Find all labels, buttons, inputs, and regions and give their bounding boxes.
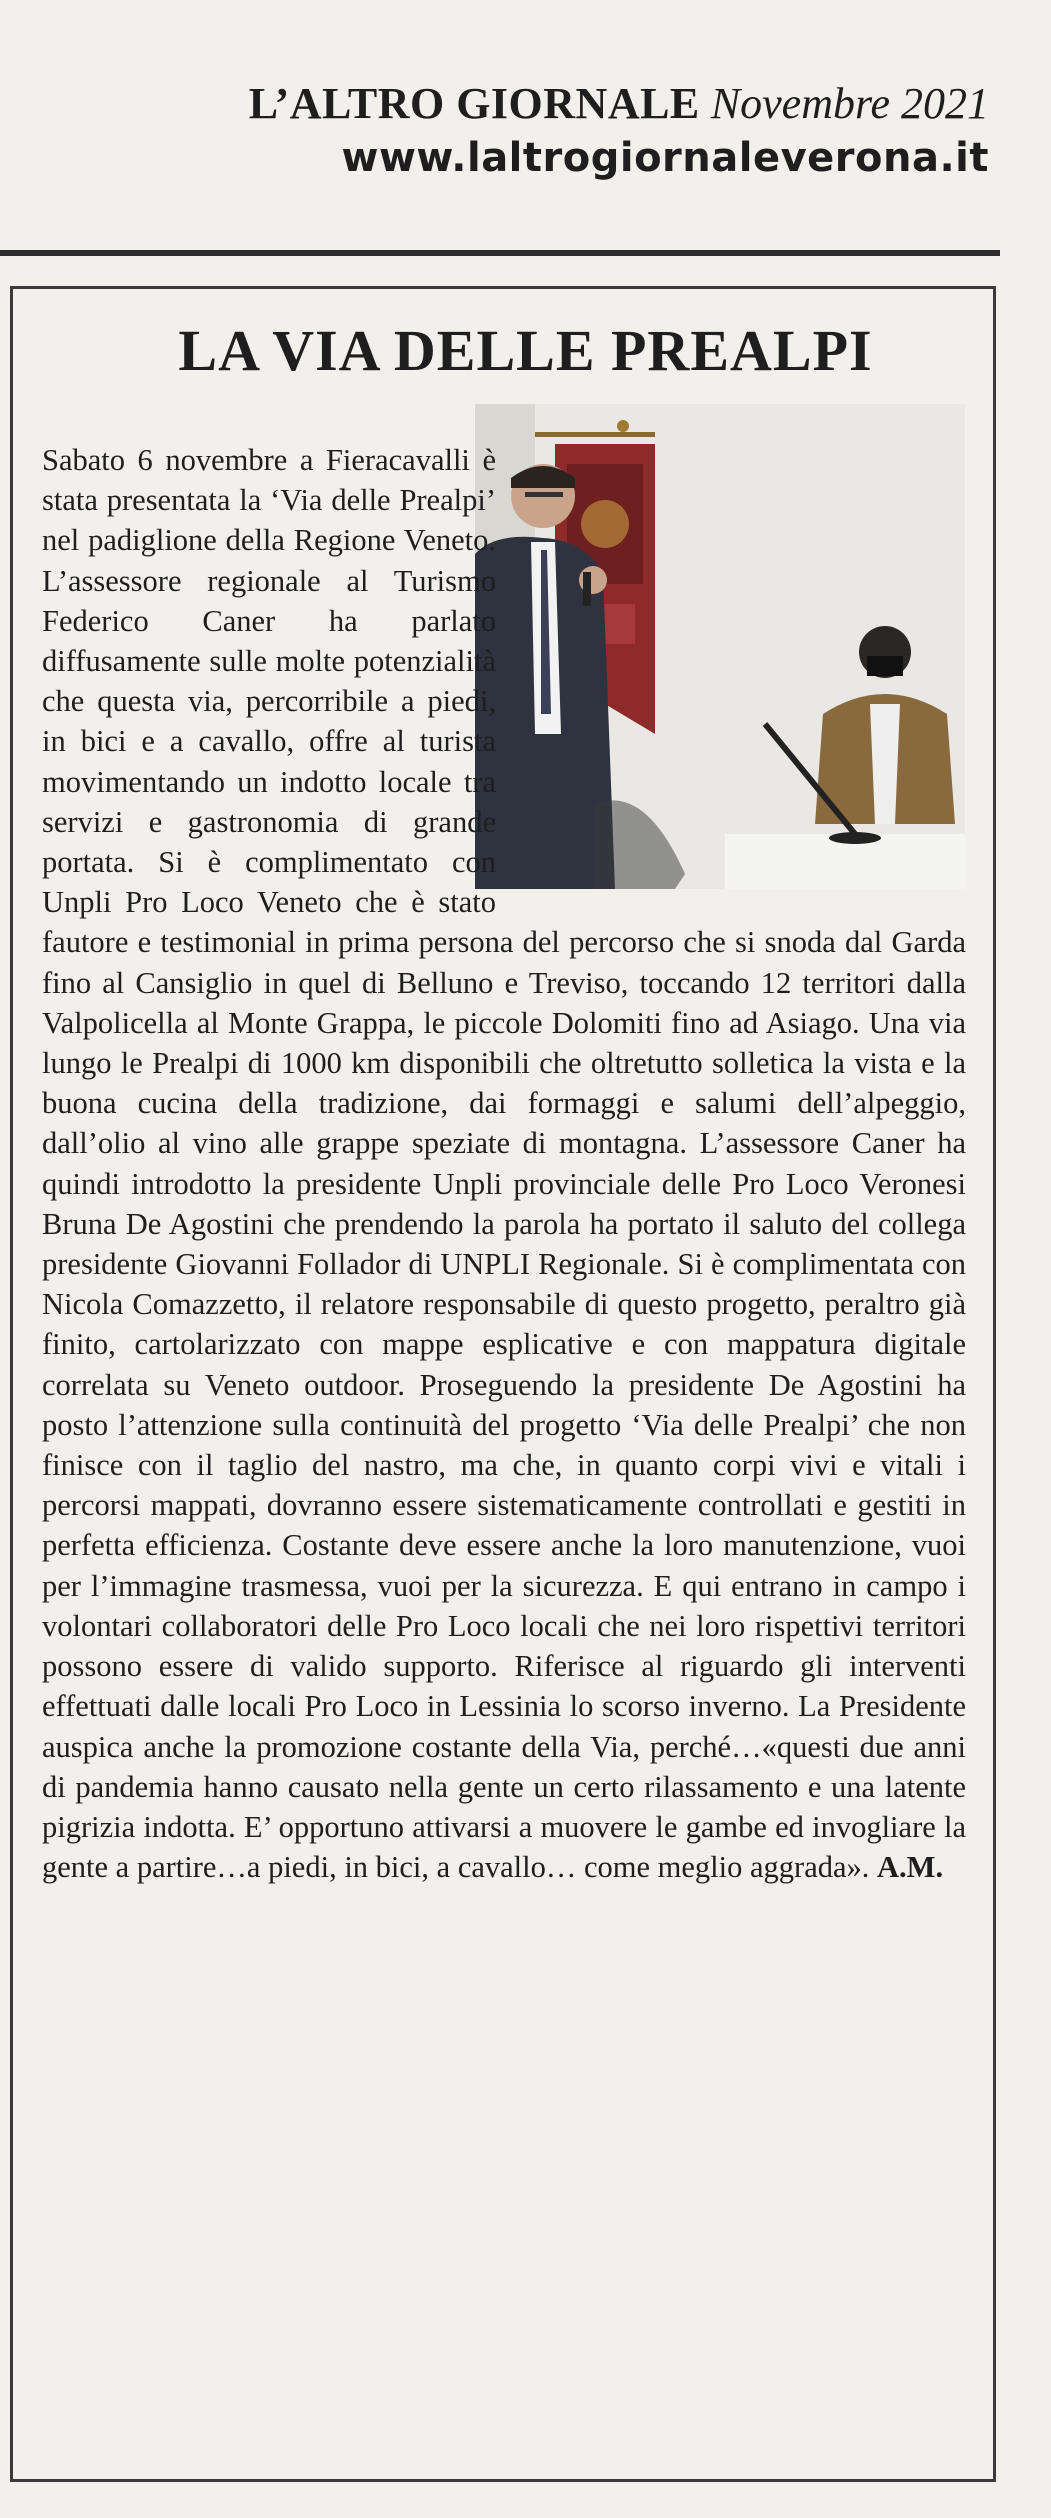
issue-date: Novembre 2021 bbox=[710, 79, 989, 128]
masthead-title-line bbox=[249, 78, 989, 130]
author-signature: A.M. bbox=[877, 1850, 944, 1885]
photo-wrap-space bbox=[496, 404, 966, 919]
newspaper-name: L’ALTRO GIORNALE bbox=[248, 79, 700, 128]
masthead bbox=[249, 78, 989, 184]
article-text: Sabato 6 novembre a Fieracavalli è stata presentata la ‘Via delle Prealpi’ nel padiglione della Regione Veneto. L’assessore regionale al Turismo Federico Caner ha parlato diffusamente sulle molte potenzialità che questa via, percorribile a piedi, in bici e a cavallo, offre al turista movimentando un indotto locale tra servizi e gastronomia di grande portata. Si è complimentato con Unpli Pro Loco Veneto che è stato fautore e testimonial in prima persona del percorso che si snoda dal Garda fino al Cansiglio in quel di Belluno e Treviso, toccando 12 territori dalla Valpolicella al Monte Grappa, le piccole Dolomiti fino ad Asiago. Una via lungo le Prealpi di 1000 km disponibili che oltretutto solletica la vista e la buona cucina della tradizione, dai formaggi e salumi dell’alpeggio, dall’olio al vino alle grappe speziate di montagna. L’assessore Caner ha quindi introdotto la presidente Unpli provinciale delle Pro Loco Veronesi Bruna De Agostini che prendendo la parola ha portato il saluto del collega presidente Giovanni Follador di UNPLI Regionale. Si è complimentata con Nicola Comazzetto, il relatore responsabile di questo progetto, peraltro già finito, cartolarizzato con mappe esplicative e con mappatura digitale correlata su Veneto outdoor. Proseguendo la presidente De Agostini ha posto l’attenzione sulla continuità del progetto ‘Via delle Prealpi’ che non finisce con il taglio del nastro, ma che, in quanto corpi vivi e vitali i percorsi mappati, dovranno essere sistematicamente controllati e gestiti in perfetta efficienza. Costante deve essere anche la loro manutenzione, vuoi per l’immagine trasmessa, vuoi per la sicurezza. E qui entrano in campo i volontari collaboratori delle Pro Loco locali che nei loro rispettivi territori possono essere di valido supporto. Riferisce al riguardo gli interventi effettuati dalle locali Pro Loco in Lessinia lo scorso inverno. La Presidente auspica anche la promozione costante della Via, perché…«questi due anni di pandemia hanno causato nella gente un certo rilassamento e una latente pigrizia indotta. E’ opportuno attivarsi a muovere le gambe ed invogliare la gente a partire…a piedi, in bici, a cavallo… come meglio aggrada». bbox=[42, 443, 966, 1885]
website-url: www.laltrogiornaleverona.it bbox=[341, 135, 989, 181]
header-rule bbox=[0, 250, 1000, 256]
article-body bbox=[42, 440, 966, 1887]
article-headline: LA VIA DELLE PREALPI bbox=[178, 318, 873, 383]
